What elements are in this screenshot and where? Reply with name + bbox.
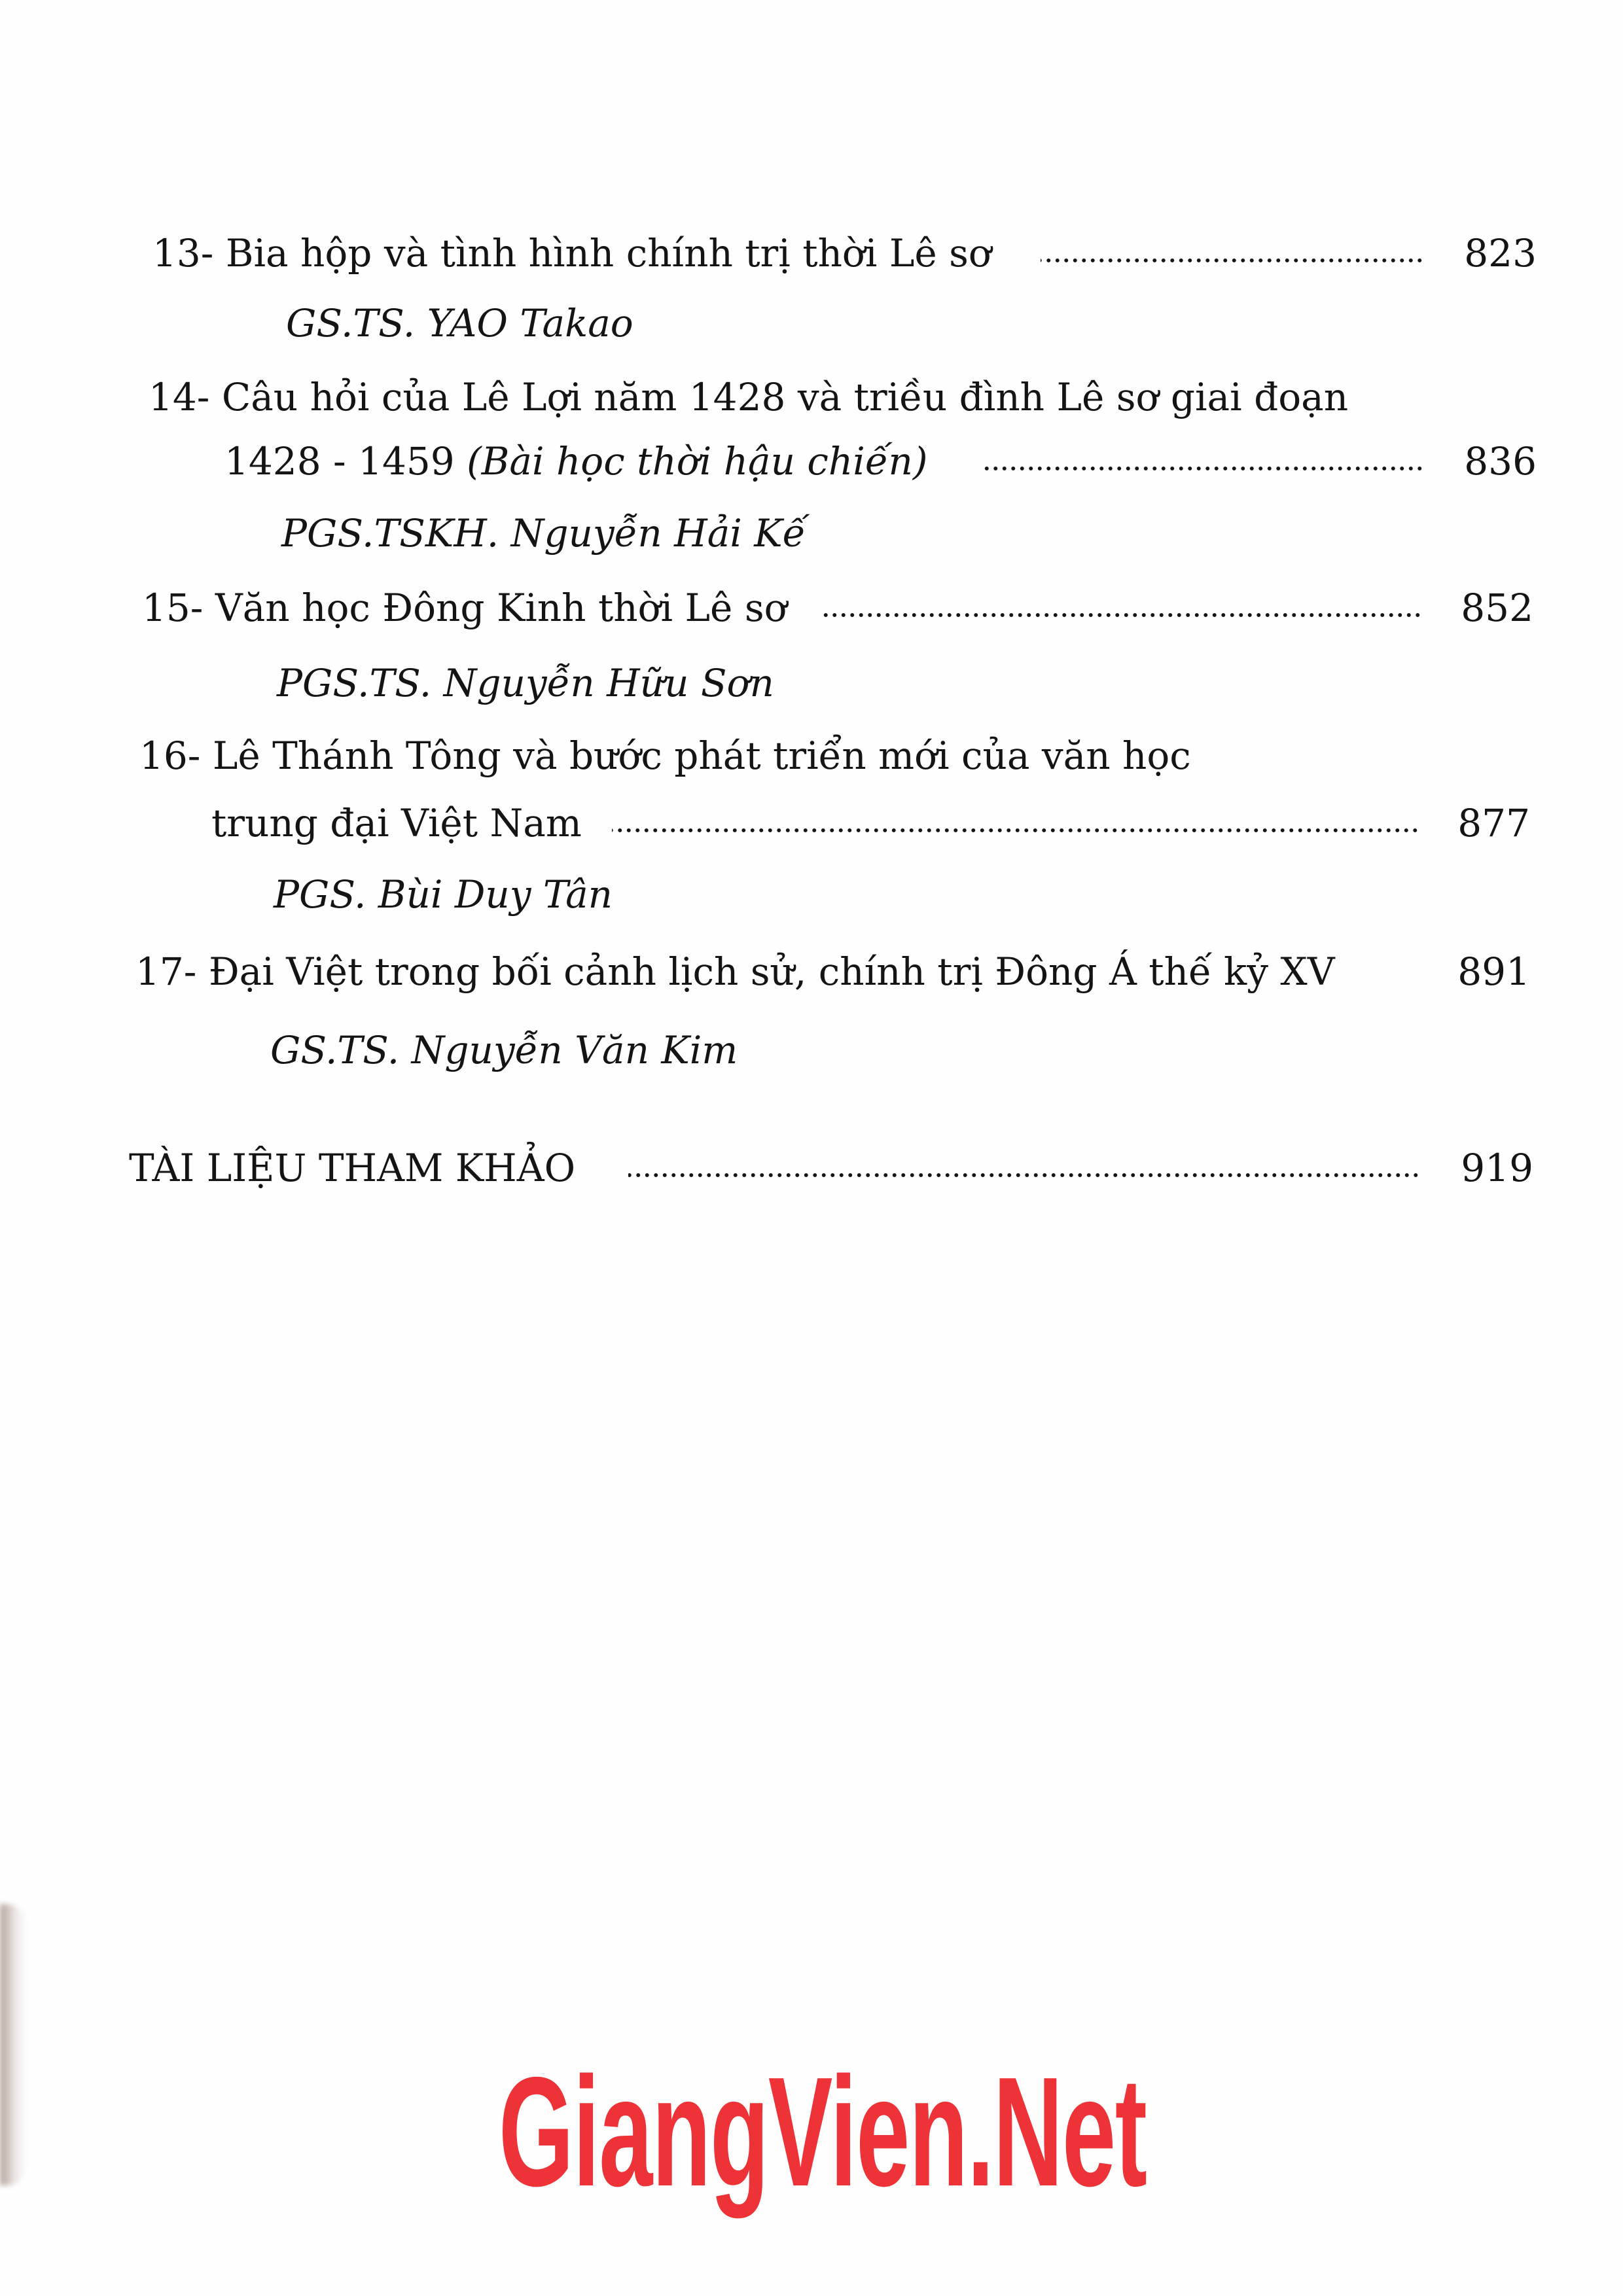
toc-entry-title <box>139 733 1191 778</box>
entry-title-italic-suffix: (Bài học thời hậu chiến) <box>467 439 928 484</box>
entry-title-line-1: Lê Thánh Tông và bước phát triển mới của văn học <box>212 733 1191 778</box>
toc-entry-title <box>142 586 787 630</box>
page-number[interactable]: 823 <box>1464 231 1537 275</box>
entry-number: 17- <box>135 949 197 994</box>
entry-title-line-1: Bia hộp và tình hình chính trị thời Lê sơ <box>225 231 991 275</box>
toc-entry-title-continued <box>224 439 928 484</box>
page-number[interactable]: 891 <box>1457 949 1530 994</box>
dot-leader <box>612 827 1419 834</box>
page-number[interactable]: 877 <box>1457 801 1530 845</box>
entry-author: PGS.TSKH. Nguyễn Hải Kế <box>281 511 806 556</box>
dot-leader <box>628 1172 1420 1178</box>
page-edge-shadow <box>0 1904 26 2185</box>
watermark-logo: GiangVien.Net <box>499 2045 1147 2219</box>
entry-title-line-1: Văn học Đông Kinh thời Lê sơ <box>215 586 787 630</box>
entry-author: GS.TS. YAO Takao <box>286 301 633 345</box>
entry-author: PGS. Bùi Duy Tân <box>274 872 613 917</box>
entry-author: PGS.TS. Nguyễn Hữu Sơn <box>277 661 774 705</box>
entry-title-line-2: trung đại Việt Nam <box>211 801 582 845</box>
page-number[interactable]: 852 <box>1461 586 1533 630</box>
toc-entry-title <box>135 949 1335 994</box>
dot-leader <box>821 612 1422 618</box>
entry-number: 13- <box>152 231 214 275</box>
dot-leader <box>982 465 1424 472</box>
page-number[interactable]: 836 <box>1464 439 1537 484</box>
entry-title-line-1: Đại Việt trong bối cảnh lịch sử, chính trị Đông Á thế kỷ XV <box>208 949 1335 994</box>
toc-entry-title-continued <box>211 801 582 845</box>
toc-entry-title <box>152 231 991 275</box>
dot-leader <box>1041 257 1424 264</box>
entry-number: 16- <box>139 733 201 778</box>
entry-author: GS.TS. Nguyễn Văn Kim <box>270 1028 738 1072</box>
entry-title-line-1: Câu hỏi của Lê Lợi năm 1428 và triều đình Lê sơ giai đoạn <box>221 375 1349 419</box>
page-number[interactable]: 919 <box>1461 1146 1533 1190</box>
references-title: TÀI LIỆU THAM KHẢO <box>129 1146 576 1190</box>
entry-number: 15- <box>142 586 204 630</box>
toc-entry-title <box>149 375 1349 419</box>
entry-title-line-2: 1428 - 1459 <box>224 439 467 484</box>
entry-number: 14- <box>149 375 210 419</box>
